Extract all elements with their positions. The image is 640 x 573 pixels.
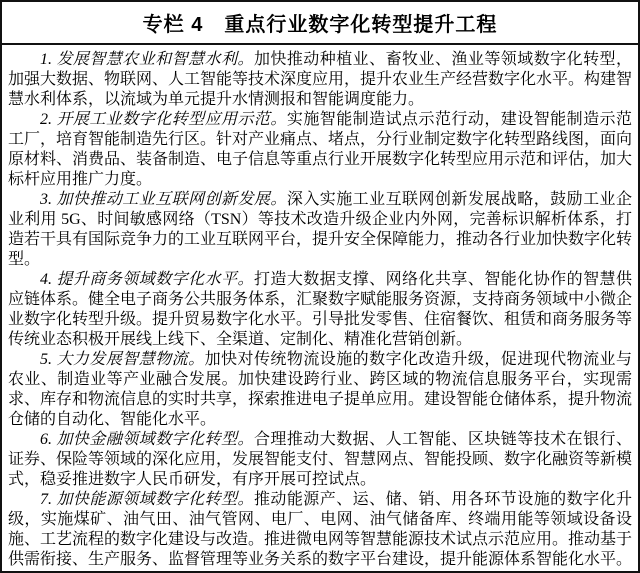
paragraph-4-text: 打造大数据支撑、网络化共享、智能化协作的智慧供应链体系。健全电子商务公共服务体系，汇聚数字赋能服务资源，支持商务领域中小微企业数字化转型升级。提升贸易数字化水平。引导批发零售、住宿餐饮、租赁和商务服务等传统业态积极开展线上线下、全渠道、定制化、精准化营销创新。: [8, 271, 633, 348]
box-title: 专栏 4 重点行业数字化转型提升工程: [2, 2, 638, 45]
paragraph-3-text: 深入实施工业互联网创新发展战略，鼓励工业企业利用 5G、时间敏感网络（TSN）等技术改造升级企业内外网，完善标识解析体系，打造若干具有国际竞争力的工业互联网平台，提升安全保障能力，推动各行业加快数字化转型。: [8, 191, 633, 268]
paragraph-2-text: 实施智能制造试点示范行动，建设智能制造示范工厂，培育智能制造先行区。针对产业痛点、堵点，分行业制定数字化转型路线图，面向原材料、消费品、装备制造、电子信息等重点行业开展数字化转型应用示范和评估，加大标杆应用推广力度。: [8, 111, 633, 188]
paragraph-1: [8, 50, 632, 110]
paragraph-5: [8, 350, 632, 430]
paragraph-3-lead: 3. 加快推动工业互联网创新发展。: [40, 191, 287, 208]
paragraph-1-lead: 1. 发展智慧农业和智慧水利。: [40, 51, 254, 68]
paragraph-1-text: 加快推动种植业、畜牧业、渔业等领域数字化转型，加强大数据、物联网、人工智能等技术深度应用，提升农业生产经营数字化水平。构建智慧水利体系，以流域为单元提升水情测报和智能调度能力。: [8, 51, 633, 108]
paragraph-3: [8, 190, 632, 270]
paragraph-4: [8, 270, 632, 350]
paragraph-6-lead: 6. 加快金融领域数字化转型。: [40, 431, 254, 448]
paragraph-2: [8, 110, 632, 190]
paragraph-7-lead: 7. 加快能源领域数字化转型。: [40, 491, 254, 508]
paragraph-4-lead: 4. 提升商务领域数字化水平。: [40, 271, 254, 288]
paragraph-6: [8, 430, 632, 490]
paragraph-7: [8, 490, 632, 570]
paragraph-5-text: 加快对传统物流设施的数字化改造升级，促进现代物流业与农业、制造业等产业融合发展。加快建设跨行业、跨区域的物流信息服务平台，实现需求、库存和物流信息的实时共享，探索推进电子提单应用。建设智能仓储体系，提升物流仓储的自动化、智能化水平。: [8, 351, 633, 428]
paragraph-2-lead: 2. 开展工业数字化转型应用示范。: [40, 111, 287, 128]
box-body: [2, 45, 638, 571]
paragraph-6-text: 合理推动大数据、人工智能、区块链等技术在银行、证券、保险等领域的深化应用，发展智能支付、智慧网点、智能投顾、数字化融资等新模式，稳妥推进数字人民币研发，有序开展可控试点。: [8, 431, 633, 488]
paragraph-7-text: 推动能源产、运、储、销、用各环节设施的数字化升级，实施煤矿、油气田、油气管网、电厂、电网、油气储备库、终端用能等领域设备设施、工艺流程的数字化建设与改造。推进微电网等智慧能源技术试点示范应用。推动基于供需衔接、生产服务、监督管理等业务关系的数字平台建设，提升能源体系智能化水平。: [8, 491, 633, 568]
paragraph-5-lead: 5. 大力发展智慧物流。: [40, 351, 205, 368]
